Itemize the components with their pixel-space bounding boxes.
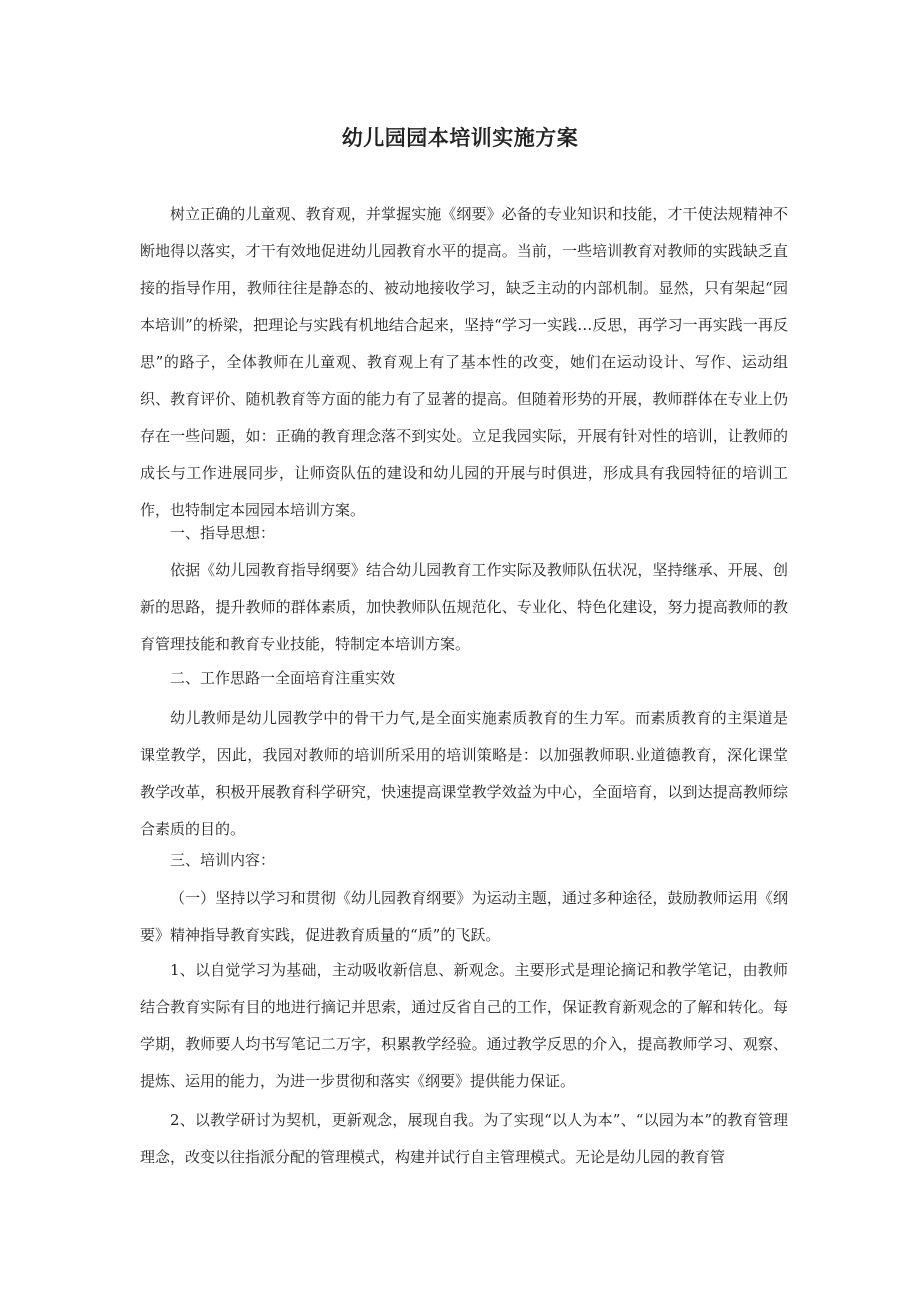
training-content-sub1: （一）坚持以学习和贯彻《幼儿园教育纲要》为运动主题，通过多种途径，鼓励教师运用《纲要》精神指导教育实践，促进教育质量的“质”的飞跃。: [140, 889, 788, 944]
section-heading-training-content: 三、培训内容：: [170, 851, 276, 869]
guiding-ideology-paragraph: 依据《幼儿园教育指导纲要》结合幼儿园教育工作实际及教师队伍状况，坚持继承、开展、创新的思路，提升教师的群体素质，加快教师队伍规范化、专业化、特色化建设，努力提高教师的教育管理技能和教育专业技能，特制定本培训方案。: [140, 561, 788, 653]
section-heading-guiding-ideology: 一、指导思想：: [170, 524, 276, 542]
training-item-1: 1、以自觉学习为基础，主动吸收新信息、新观念。主要形式是理论摘记和教学笔记，由教师结合教育实际有目的地进行摘记并思索，通过反省自己的工作，保证教育新观念的了解和转化。每学期，教师要人均书写笔记二万字，积累教学经验。通过教学反思的介入，提高教师学习、观察、提炼、运用的能力，为进一步贯彻和落实《纲要》提供能力保证。: [140, 961, 788, 1090]
intro-paragraph: 树立正确的儿童观、教育观，并掌握实施《纲要》必备的专业知识和技能，才干使法规精神不断地得以落实，才干有效地促进幼儿园教育水平的提高。当前，一些培训教育对教师的实践缺乏直接的指导作用，教师往往是静态的、被动地接收学习，缺乏主动的内部机制。显然，只有架起“园本培训”的桥梁，把理论与实践有机地结合起来，坚持“学习一实践…反思，再学习一再实践一再反思”的路子，全体教师在儿童观、教育观上有了基本性的改变，她们在运动设计、写作、运动组织、教育评价、随机教育等方面的能力有了显著的提高。但随着形势的开展，教师群体在专业上仍存在一些问题，如：正确的教育理念落不到实处。立足我园实际，开展有针对性的培训，让教师的成长与工作进展同步，让师资队伍的建设和幼儿园的开展与时俱进，形成具有我园特征的培训工作，也特制定本园园本培训方案。: [140, 205, 788, 519]
section-heading-work-approach: 二、工作思路一全面培育注重实效: [170, 669, 396, 687]
document-title: 幼儿园园本培训实施方案: [341, 126, 579, 150]
work-approach-paragraph: 幼儿教师是幼儿园教学中的骨干力气,是全面实施素质教育的生力军。而素质教育的主渠道是课堂教学，因此，我园对教师的培训所采用的培训策略是：以加强教师职.业道德教育，深化课堂教学改革，积极开展教育科学研究，快速提高课堂教学效益为中心，全面培育，以到达提高教师综合素质的目的。: [140, 709, 788, 838]
training-item-2: 2、以教学研讨为契机，更新观念，展现自我。为了实现“以人为本”、“以园为本”的教育管理理念，改变以往指派分配的管理模式，构建并试行自主管理模式。无论是幼儿园的教育管: [140, 1111, 788, 1166]
